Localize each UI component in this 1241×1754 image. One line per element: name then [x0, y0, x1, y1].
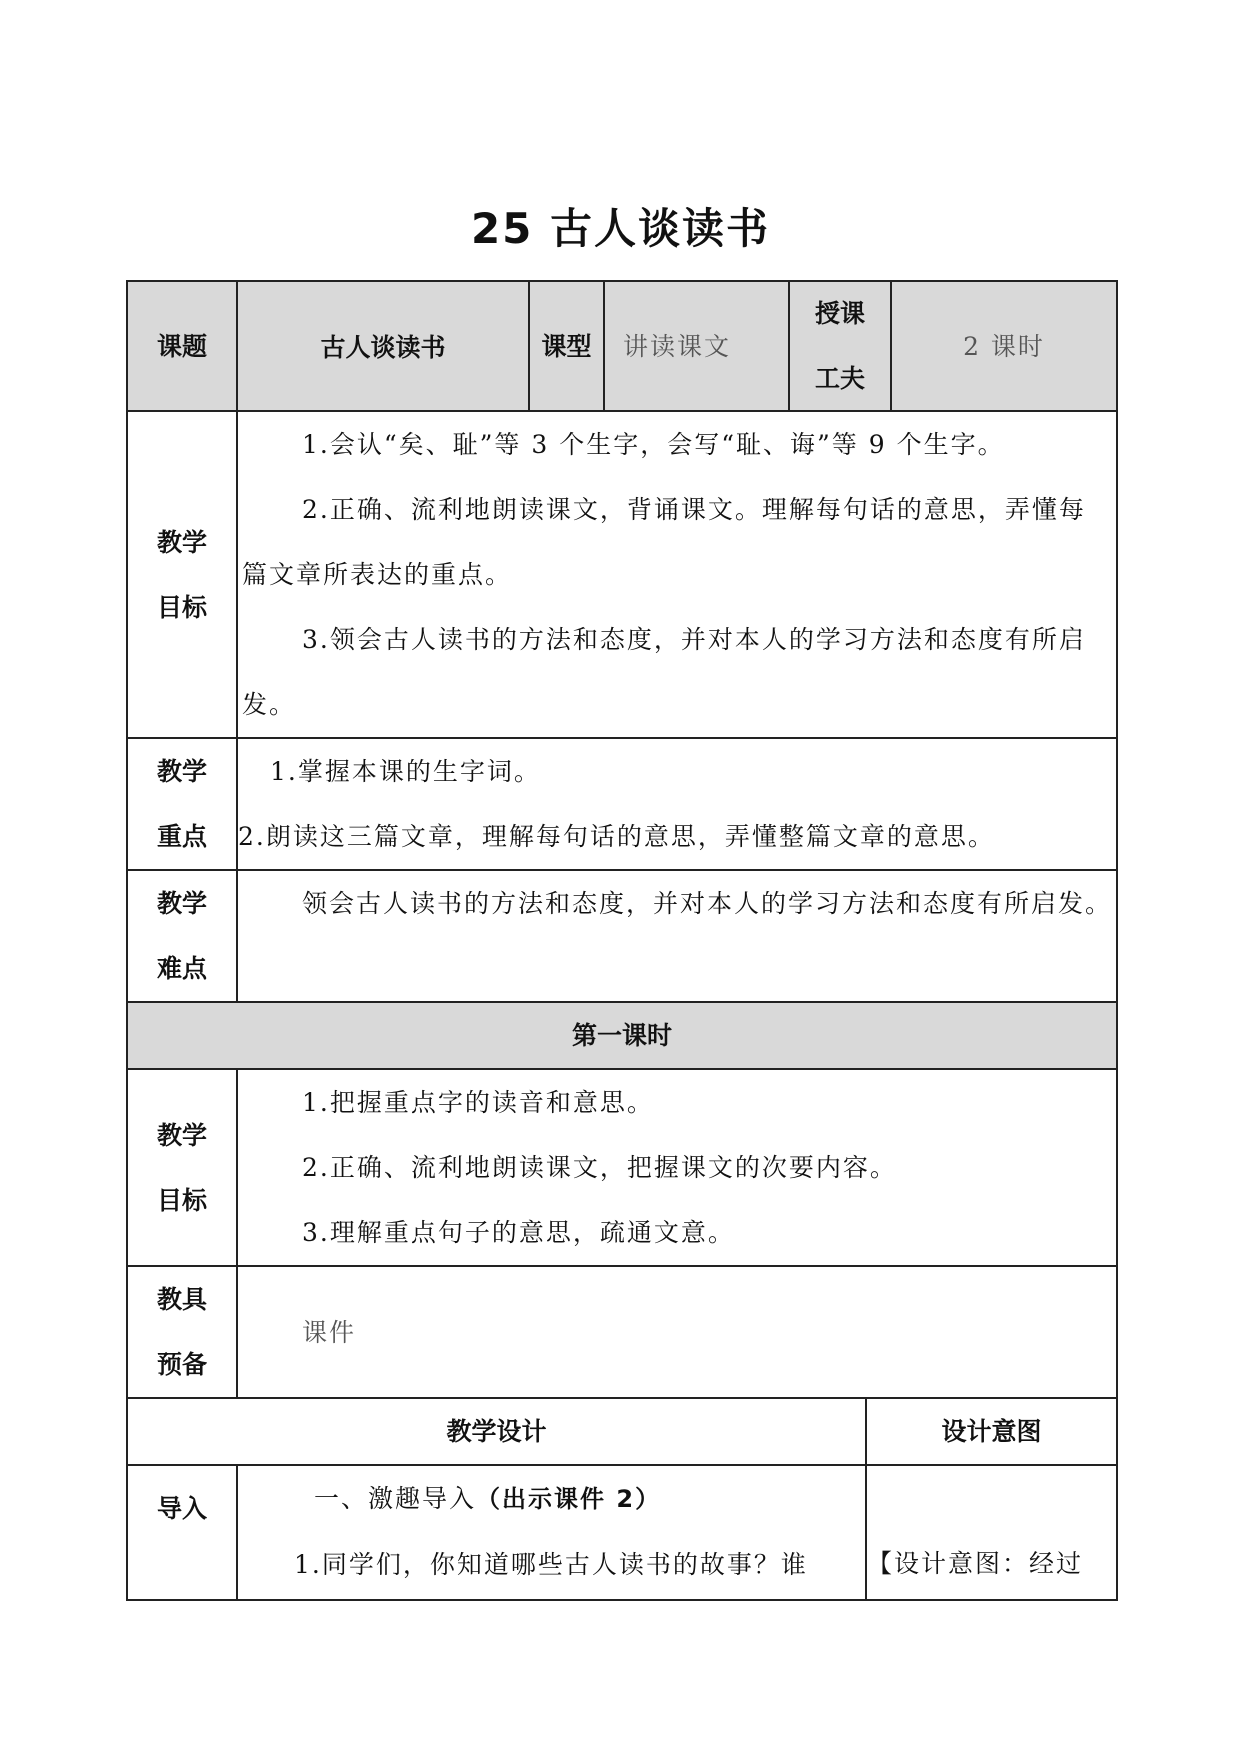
goals-row	[128, 412, 1116, 739]
difficulties-content: 领会古人读书的方法和态度，并对本人的学习方法和态度有所启发。	[302, 889, 1113, 918]
goal-item: 2.正确、流利地朗读课文，背诵课文。理解每句话的意思，弄懂每篇文章所表达的重点。	[242, 495, 1086, 589]
difficulties-label-line1: 教学	[156, 889, 207, 918]
intent-content: 【设计意图：经过	[867, 1549, 1084, 1578]
key-points-label	[128, 739, 238, 869]
goals-label-line1: 教学	[156, 527, 207, 557]
intro-row	[128, 1466, 1116, 1599]
lesson1-goal-item: 3.理解重点句子的意思，疏通文意。	[302, 1218, 735, 1247]
intro-title-prefix: 一、激趣导入	[314, 1484, 477, 1513]
tools-content: 课件	[302, 1317, 357, 1347]
difficulties-row	[128, 871, 1116, 1003]
key-points-row	[128, 739, 1116, 871]
time-label-line2: 工夫	[814, 364, 865, 393]
lesson1-goals-label-line1: 教学	[156, 1120, 207, 1150]
design-heading-row	[128, 1399, 1116, 1466]
topic-label: 课题	[128, 282, 238, 410]
lesson-plan-table	[126, 280, 1118, 1601]
key-points-label-line1: 教学	[156, 757, 207, 786]
topic-value: 古人谈读书	[238, 282, 530, 410]
key-point-item: 1.掌握本课的生字词。	[270, 757, 541, 786]
lesson1-goals-label-line2: 目标	[156, 1185, 207, 1215]
time-label-line1: 授课	[814, 299, 865, 328]
goals-label-line2: 目标	[156, 592, 207, 622]
intro-title-suffix: （出示课件 2）	[476, 1485, 662, 1513]
intro-label: 导入	[128, 1466, 238, 1599]
intent-heading: 设计意图	[941, 1417, 1042, 1446]
lesson1-goals-content	[238, 1070, 1116, 1265]
time-label	[790, 282, 892, 410]
tools-label-line2: 预备	[156, 1350, 207, 1379]
header-row	[128, 282, 1116, 412]
goals-label	[128, 412, 238, 737]
key-points-label-line2: 重点	[156, 822, 207, 851]
goals-content	[238, 412, 1116, 737]
key-points-content	[238, 739, 1116, 869]
difficulties-label-line2: 难点	[156, 954, 207, 983]
intro-content	[238, 1466, 867, 1599]
intro-title	[242, 1466, 861, 1532]
lesson1-goal-item: 1.把握重点字的读音和意思。	[302, 1088, 654, 1117]
goal-item: 3.领会古人读书的方法和态度，并对本人的学习方法和态度有所启发。	[242, 625, 1086, 719]
design-heading: 教学设计	[128, 1399, 867, 1464]
tools-label	[128, 1267, 238, 1397]
lesson1-goals-label	[128, 1070, 238, 1265]
lesson1-heading: 第一课时	[571, 1021, 672, 1050]
time-value: 2 课时	[963, 331, 1045, 361]
tools-row	[128, 1267, 1116, 1399]
tools-label-line1: 教具	[156, 1285, 207, 1314]
type-value: 讲读课文	[605, 282, 790, 410]
lesson1-goals-row	[128, 1070, 1116, 1267]
type-label: 课型	[530, 282, 605, 410]
key-point-item: 2.朗读这三篇文章，理解每句话的意思，弄懂整篇文章的意思。	[238, 822, 995, 851]
page-title: 25 古人谈读书	[470, 204, 771, 253]
goal-item: 1.会认“矣、耻”等 3 个生字，会写“耻、诲”等 9 个生字。	[302, 430, 1005, 459]
difficulties-label	[128, 871, 238, 1001]
lesson1-heading-row	[128, 1003, 1116, 1070]
intro-line: 1.同学们，你知道哪些古人读书的故事？谁	[294, 1550, 808, 1579]
lesson1-goal-item: 2.正确、流利地朗读课文，把握课文的次要内容。	[302, 1153, 897, 1182]
